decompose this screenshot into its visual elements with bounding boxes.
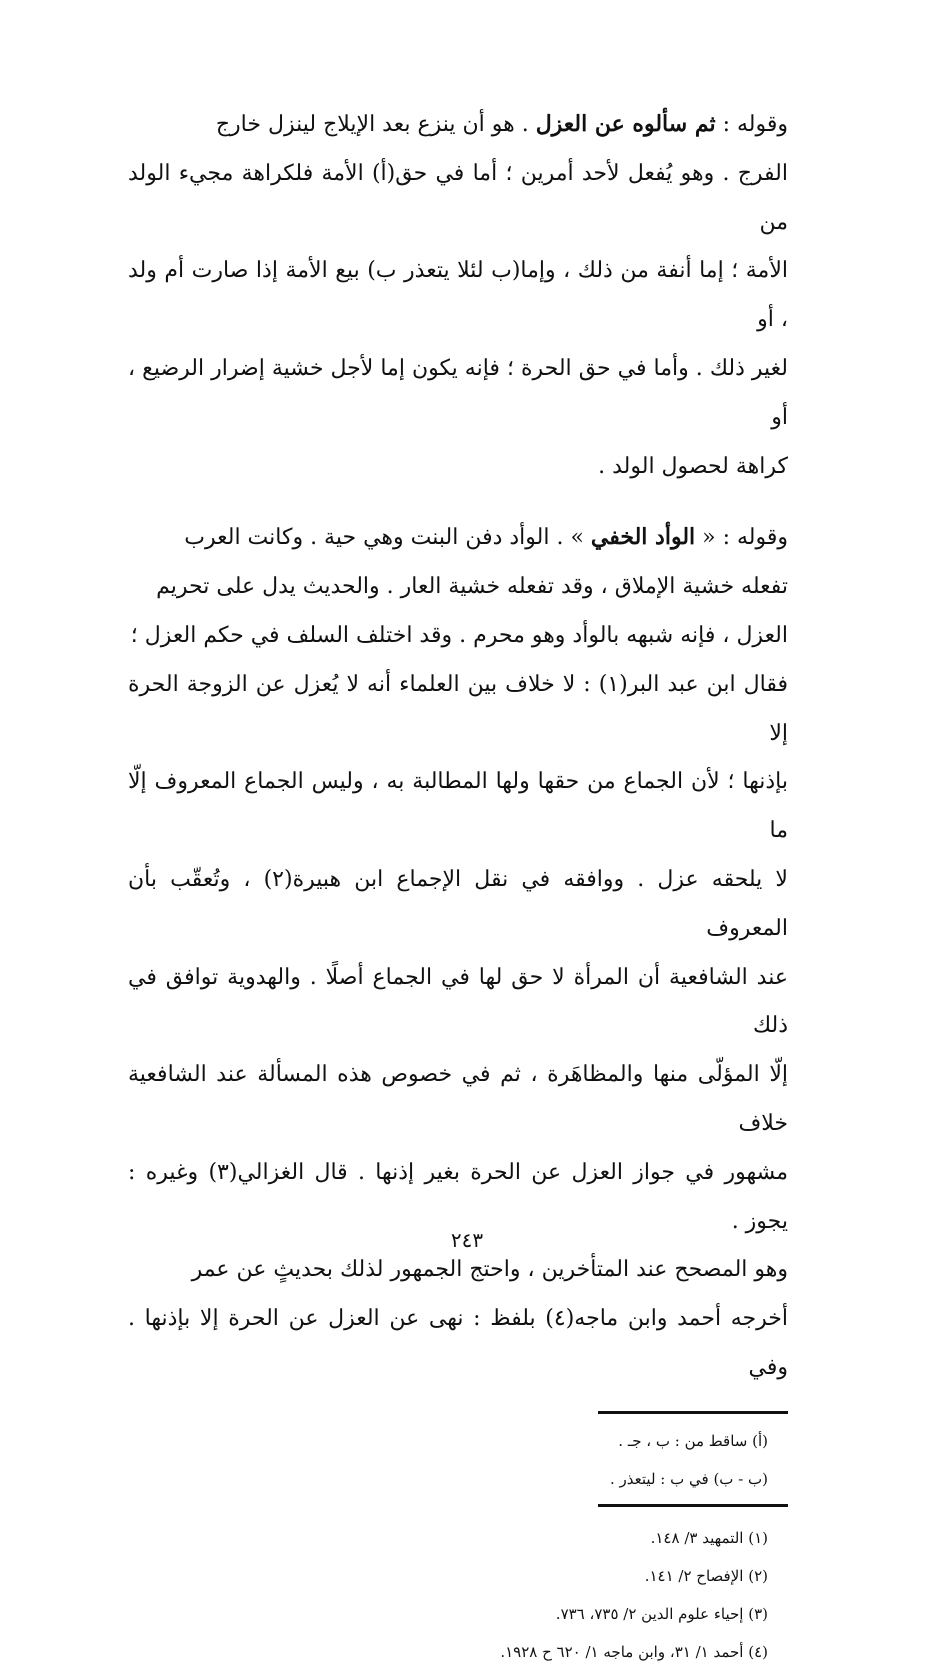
footnote: (٣) إحياء علوم الدين ٢/ ٧٣٥، ٧٣٦. <box>555 1604 768 1623</box>
page-number: ٢٤٣ <box>450 1228 484 1252</box>
edition-note: (ب - ب) في ب : ليتعذر . <box>610 1469 768 1488</box>
footnote-divider-bottom <box>598 1504 788 1507</box>
footnotes <box>128 1519 788 1671</box>
page-body <box>128 100 788 1671</box>
paragraph-1 <box>128 100 788 491</box>
footnote: (٤) أحمد ١/ ٣١، وابن ماجه ١/ ٦٢٠ ح ١٩٢٨. <box>500 1642 768 1661</box>
footnote: (١) التمهيد ٣/ ١٤٨. <box>650 1528 768 1547</box>
footnote-divider-top <box>598 1411 788 1414</box>
paragraph-2-bold-phrase: الوأد الخفي <box>590 524 696 551</box>
edition-note: (أ) ساقط من : ب ، جـ . <box>618 1431 768 1450</box>
paragraph-2-text: » . الوأد دفن البنت وهي حية . وكانت العرب تفعله خشية الإملاق ، وقد تفعله خشية العار . والحديث يدل على تحريم العزل ، فإنه شبهه بالوأد وهو محرم . وقد اختلف السلف في حكم العزل ؛ فقال ابن عبد البر(١) : لا خلاف بين العلماء أنه لا يُعزل عن الزوجة الحرة إلا بإذنها ؛ لأن الجماع من حقها ولها المطالبة به ، وليس الجماع المعروف إلّا ما لا يلحقه عزل . ووافقه في نقل الإجماع ابن هبيرة(٢) ، وتُعقّب بأن المعروف عند الشافعية أن المرأة لا حق لها في الجماع أصلًا . والهدوية توافق في ذلك إلّا المؤلّى منها والمظاهَرة ، ثم في خصوص هذه المسألة عند الشافعية خلاف مشهور في جواز العزل عن الحرة بغير إذنها . قال الغزالي(٣) وغيره : يجوز . وهو المصحح عند المتأخرين ، واحتج الجمهور لذلك بحديثٍ عن عمر أخرجه أحمد وابن ماجه(٤) بلفظ : نهى عن العزل عن الحرة إلا بإذنها . وفي <box>128 525 789 1380</box>
paragraph-1-text: . هو أن ينزع بعد الإيلاج لينزل خارج الفرج . وهو يُفعل لأحد أمرين ؛ أما في حق(أ) الأمة فلكراهة مجيء الولد من الأمة ؛ إما أنفة من ذلك ، وإما(ب لئلا يتعذر ب) بيع الأمة إذا صارت أم ولد ، أو لغير ذلك . وأما في حق الحرة ؛ فإنه يكون إما لأجل خشية إضرار الرضيع ، أو كراهة لحصول الولد . <box>128 112 788 479</box>
paragraph-2-lead: وقوله : « <box>695 525 788 551</box>
paragraph-1-bold-phrase: ثم سألوه عن العزل <box>535 111 716 137</box>
paragraph-2 <box>128 513 788 1392</box>
edition-notes <box>128 1422 788 1498</box>
paragraph-1-lead: وقوله : <box>715 112 788 137</box>
footnote: (٢) الإفصاح ٢/ ١٤١. <box>644 1566 768 1585</box>
